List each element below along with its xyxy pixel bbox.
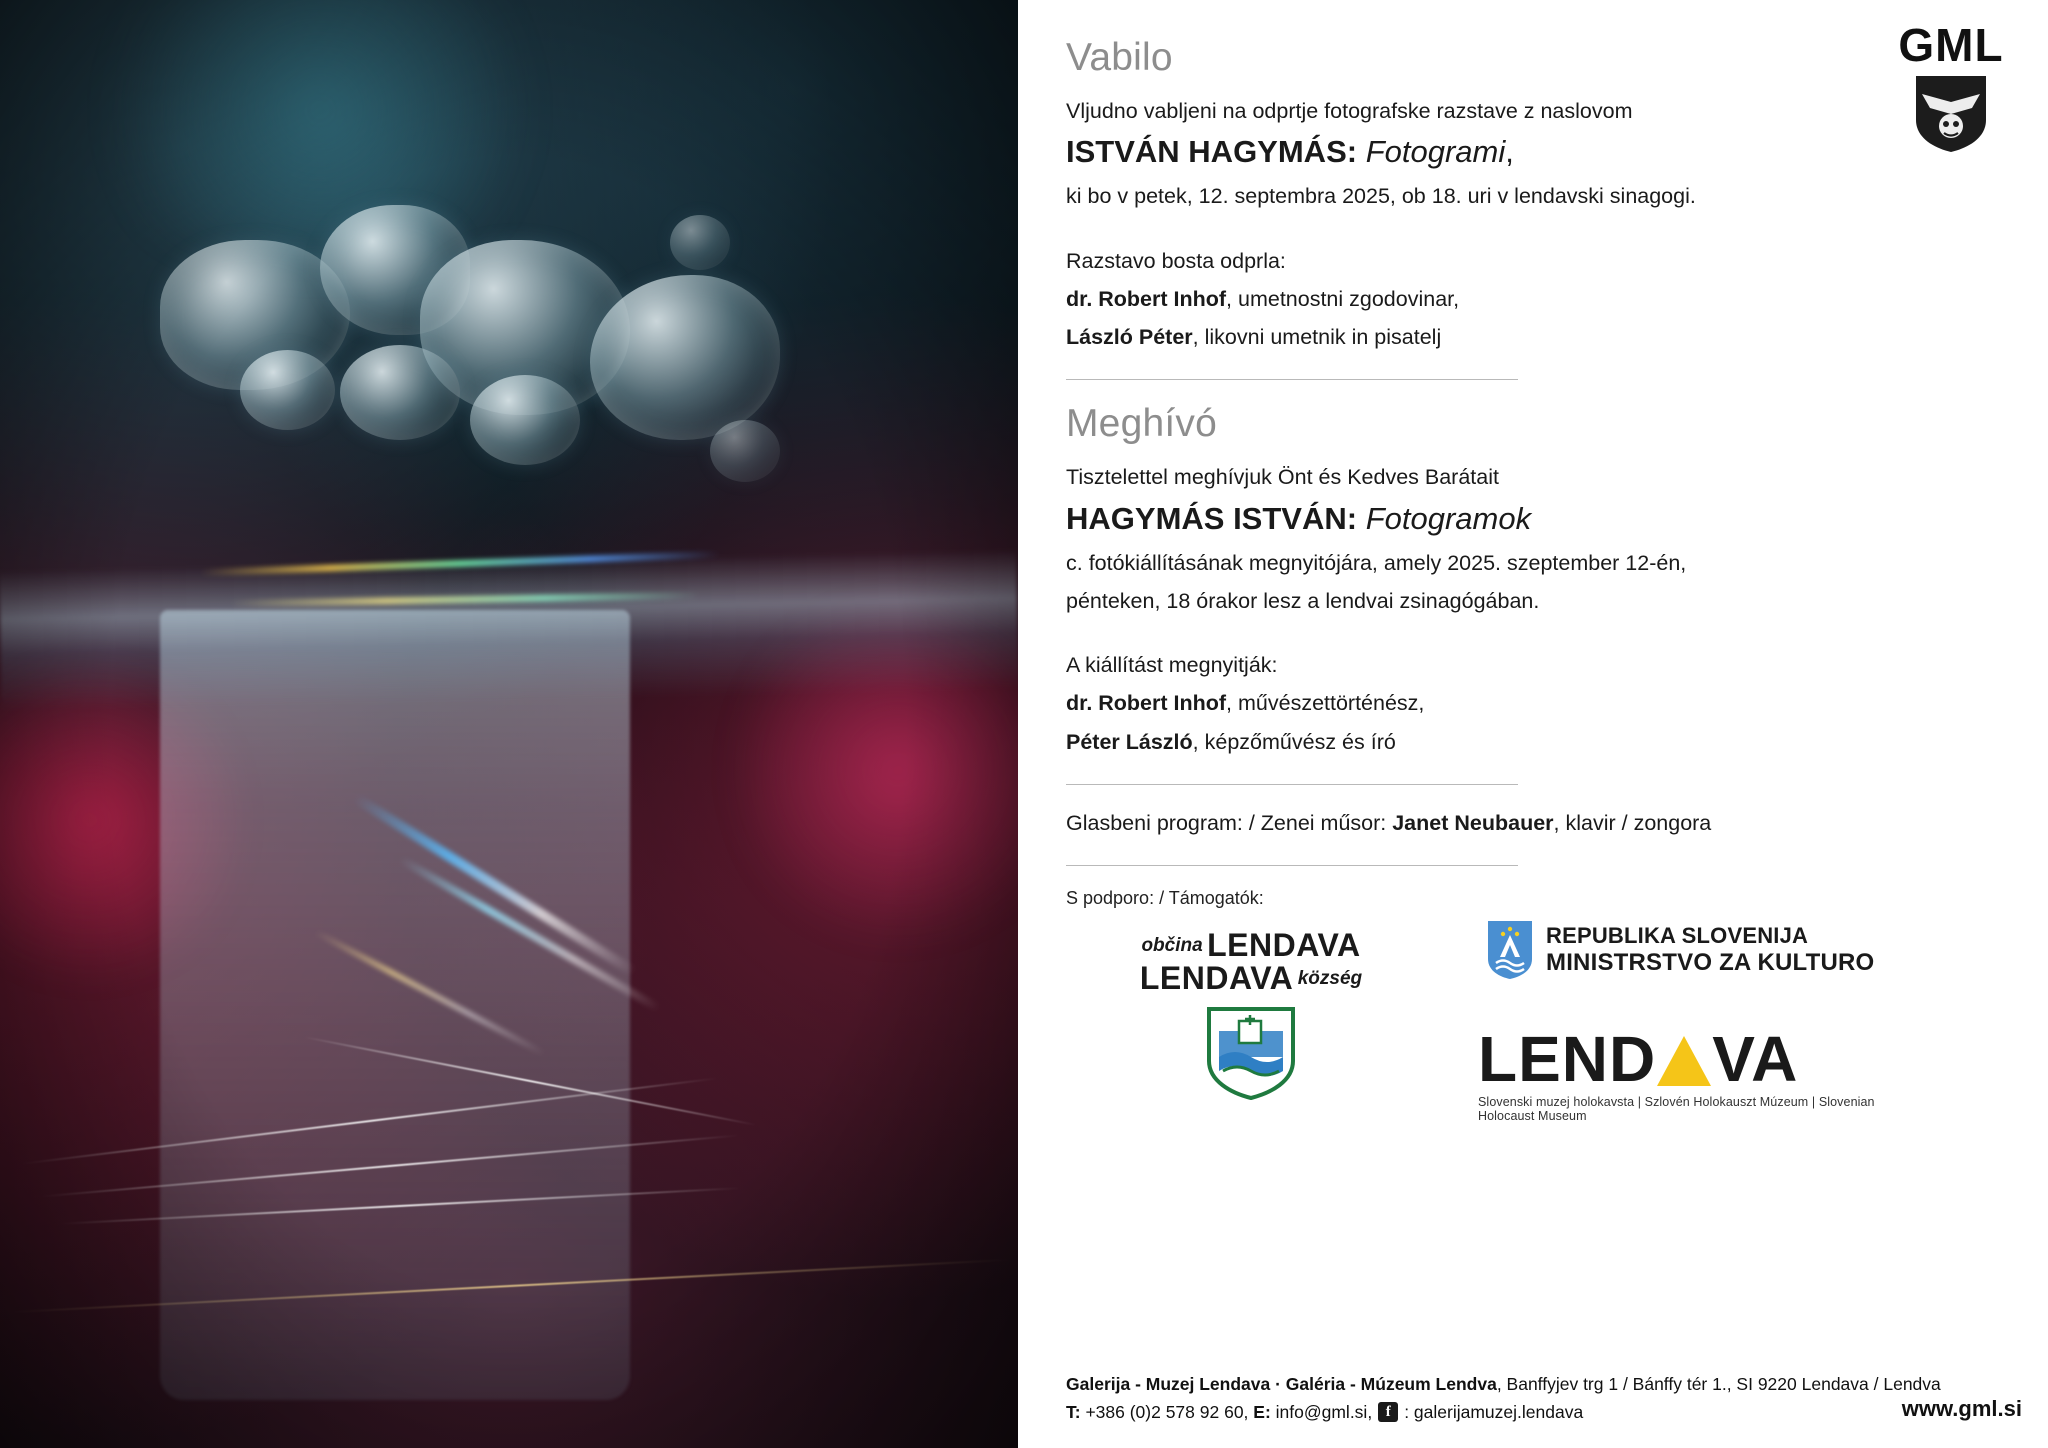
facebook-icon[interactable]: f	[1378, 1402, 1398, 1422]
invitation-slovene-lead: Vljudno vabljeni na odprtje fotografske razstave z naslovom	[1066, 99, 1633, 123]
opener-hungarian-2	[1066, 726, 2018, 758]
opener-2-role-hungarian: , képzőművész és író	[1192, 729, 1396, 754]
music-program	[1066, 807, 2018, 839]
opener-2-name-hungarian: Péter László	[1066, 729, 1193, 754]
obcina-big-line-1: LENDAVA	[1207, 927, 1361, 964]
logo-obcina-lendava	[1106, 927, 1396, 1106]
opener-slovene-2	[1066, 321, 2018, 353]
invitation-hungarian-title: Meghívó	[1066, 402, 1217, 446]
openers-label-slovene: Razstavo bosta odprla:	[1066, 248, 1286, 273]
invitation-hungarian-lead: Tisztelettel meghívjuk Önt és Kedves Barátait	[1066, 465, 1499, 490]
lendava-museum-subtitle: Slovenski muzej holokavsta | Szlovén Holokauszt Múzeum | Slovenian Holocaust Museum	[1478, 1095, 1875, 1124]
work-title-hungarian: Fotogramok	[1365, 500, 1532, 536]
republika-slovenija-line-2: MINISTRSTVO ZA KULTURO	[1546, 949, 1875, 977]
opener-1-role-slovene: , umetnostni zgodovinar,	[1226, 286, 1460, 311]
divider-3	[1066, 865, 1518, 866]
music-instrument: , klavir / zongora	[1553, 810, 1712, 835]
headline-separator: :	[1346, 134, 1358, 170]
obcina-big-line-2: LENDAVA	[1139, 960, 1294, 997]
invitation-slovene-details: ki bo v petek, 12. septembra 2025, ob 18. uri v lendavski sinagogi.	[1066, 184, 1696, 209]
obcina-small-left: občina	[1141, 934, 1203, 956]
headline-separator-hu: :	[1346, 500, 1358, 536]
footer-facebook-handle[interactable]: : galerijamuzej.lendava	[1404, 1402, 1584, 1422]
supporters-label: S podporo: / Támogatók:	[1066, 888, 1264, 909]
divider-1	[1066, 379, 1518, 380]
opener-hungarian-1	[1066, 687, 2018, 719]
opener-slovene-1	[1066, 283, 2018, 315]
footer-email-label: E:	[1253, 1402, 1271, 1422]
divider-2	[1066, 784, 1518, 785]
footer-email[interactable]: info@gml.si,	[1270, 1402, 1373, 1422]
invitation-hungarian-details-2: pénteken, 18 órakor lesz a lendvai zsinagógában.	[1066, 588, 1540, 613]
yellow-triangle-logo-mark-icon	[1657, 1036, 1711, 1086]
work-title-slovene: Fotogrami	[1365, 134, 1506, 170]
logo-lendava-holocaust-museum	[1478, 1023, 1918, 1124]
footer-contact-row	[1066, 1398, 2022, 1426]
footer-address: , Banffyjev trg 1 / Bánffy tér 1., SI 9220 Lendava / Lendva	[1496, 1374, 1941, 1394]
footer-institution: Galerija - Muzej Lendava · Galéria - Múzeum Lendva	[1066, 1374, 1497, 1394]
opener-1-role-hungarian: , művészettörténész,	[1226, 691, 1425, 716]
content-panel	[1018, 0, 2048, 1448]
artist-name-hungarian: HAGYMÁS ISTVÁN	[1066, 500, 1347, 536]
lendava-municipality-crest-icon	[1205, 1005, 1297, 1101]
lendava-word-part-2: VA	[1712, 1023, 1799, 1096]
logo-republika-slovenija	[1486, 919, 1874, 981]
invitation-slovene-title: Vabilo	[1066, 36, 1173, 79]
lendava-word-part-1: LEND	[1478, 1023, 1657, 1096]
footer	[1066, 1370, 2022, 1426]
gml-wordmark: GML	[1898, 19, 2004, 71]
invitation-hungarian-block	[1066, 402, 2018, 758]
music-performer: Janet Neubauer	[1392, 810, 1554, 835]
lendava-wordmark	[1478, 1023, 1918, 1096]
artist-name-slovene: ISTVÁN HAGYMÁS	[1066, 134, 1347, 170]
opener-2-name-slovene: László Péter	[1066, 325, 1193, 350]
footer-phone: +386 (0)2 578 92 60,	[1080, 1402, 1254, 1422]
artwork-image	[0, 0, 1018, 1448]
openers-label-hungarian: A kiállítást megnyitják:	[1066, 653, 1278, 678]
invitation-hungarian-details-1: c. fotókiállításának megnyitójára, amely 2025. szeptember 12-én,	[1066, 550, 1687, 575]
obcina-small-right: község	[1297, 967, 1363, 989]
invitation-slovene-block	[1066, 36, 2018, 353]
gml-eagle-crest-icon	[1914, 74, 1988, 154]
footer-address-row	[1066, 1370, 2022, 1398]
footer-website[interactable]: www.gml.si	[1901, 1395, 2022, 1421]
opener-1-name-hungarian: dr. Robert Inhof	[1066, 691, 1227, 716]
artwork-vignette	[0, 0, 1018, 1448]
invitation-hungarian-headline	[1066, 500, 2018, 537]
supporter-logos	[1066, 919, 2018, 1179]
slovenia-coat-of-arms-icon	[1486, 919, 1534, 981]
invitation-slovene-headline	[1066, 133, 2018, 170]
opener-2-role-slovene: , likovni umetnik in pisatelj	[1192, 325, 1442, 350]
republika-slovenija-line-1: REPUBLIKA SLOVENIJA	[1546, 923, 1809, 949]
opener-1-name-slovene: dr. Robert Inhof	[1066, 286, 1227, 311]
gml-logo	[1892, 19, 2010, 159]
headline-suffix: ,	[1505, 134, 1514, 170]
footer-phone-label: T:	[1066, 1402, 1081, 1422]
music-program-label: Glasbeni program: / Zenei műsor:	[1066, 810, 1393, 835]
